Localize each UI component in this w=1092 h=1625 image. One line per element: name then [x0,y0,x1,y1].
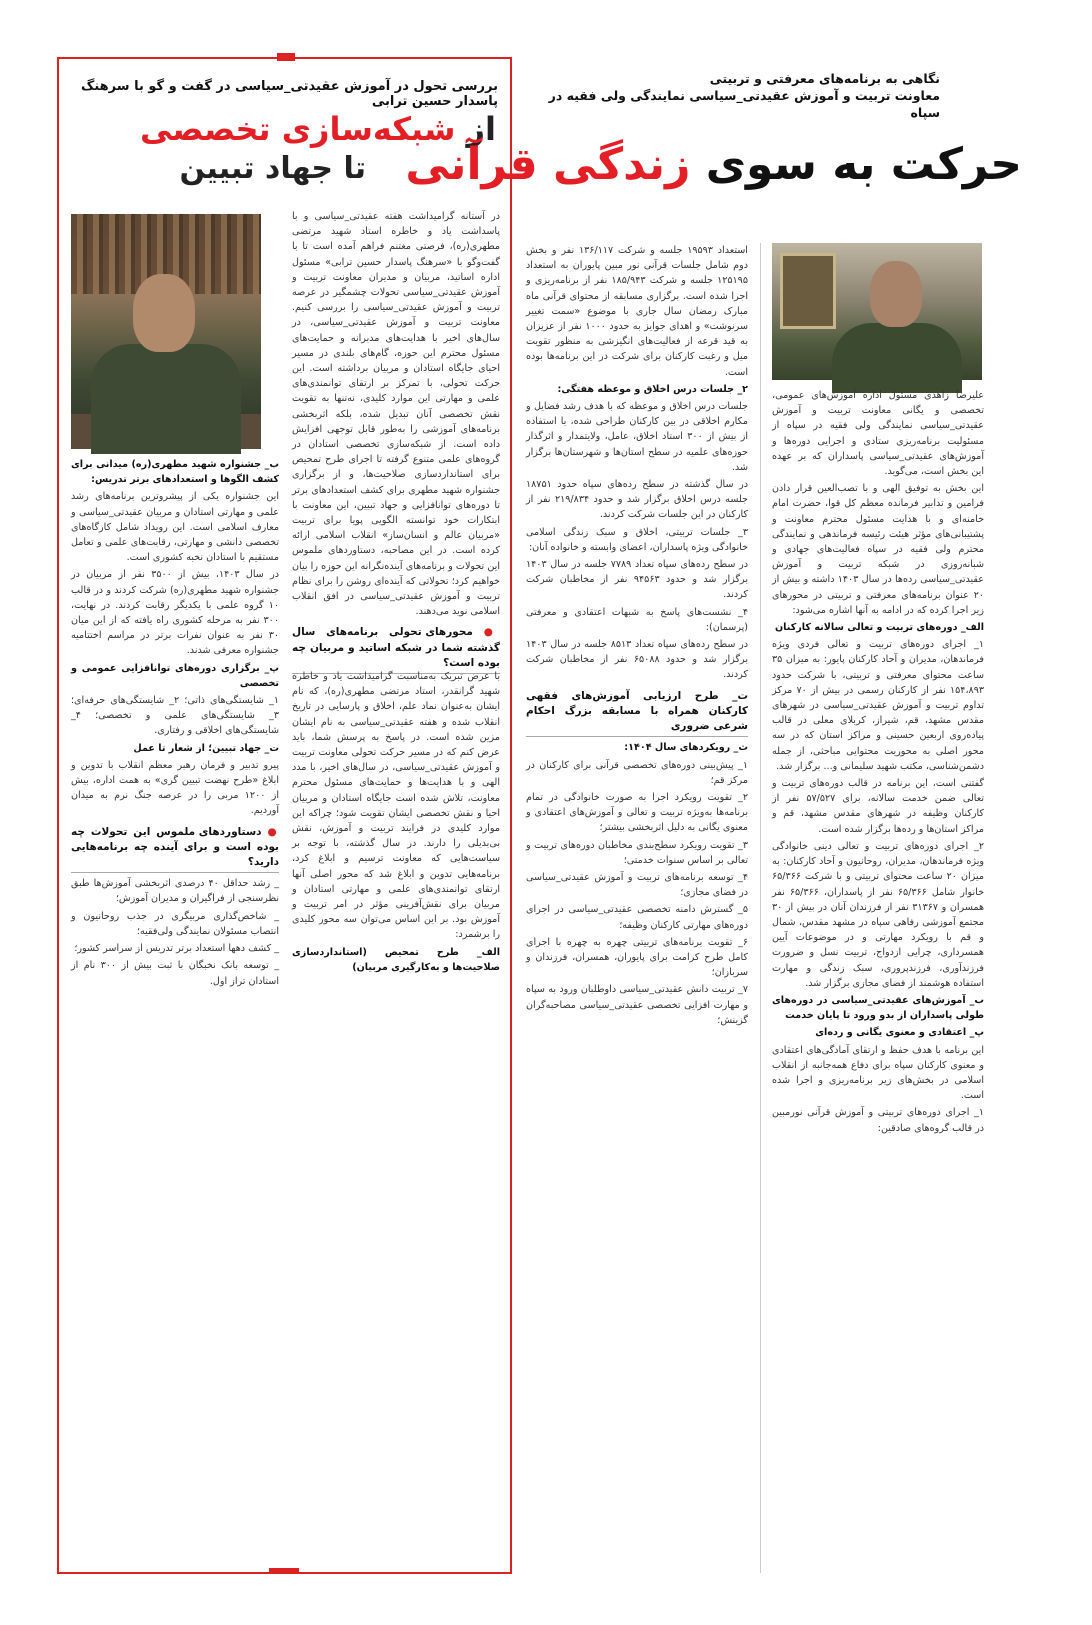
approach-6: ۶_ تقویت برنامه‌های تربیتی چهره به چهره با اجرای کامل طرح کرامت برای پایوران، همسران، فرزندان و سربازان؛ [526,936,748,979]
box-bottom-marker [269,1568,299,1574]
interview-article-box [57,57,512,1574]
answer-paragraph: با عرض تبریک به‌مناسبت گرامیداشت یاد و خاطره شهید گرانقدر، استاد مرتضی مطهری(ره)، که نام ایشان به‌عنوان نماد علم، اخلاق و پارسایی در تاریخ انقلاب شده و هفته عقیدتی_سیاسی به نام ایشان مزین شده است. در پاسخ به پرسش شما، باید عرض کنم که در مسیر حرکت تحولی معاونت تربیت و آموزش عقیدتی_سیاسی، در سال‌های اخیر، با مدد الهی و با هدایت‌ها و حمایت‌های مسئول محترم معاونت، تلاش شده است جایگاه استادان و مربیان احیا و نقش تخصصی ایشان تقویت شود؛ چراکه این موارد کلیدی در فرایند تربیت و آموزش، نقش بی‌بدیلی را دارند. در سال گذشته، با توجه بر سیاست‌هایی که معاونت ترسیم و ابلاغ کرد، برنامه‌هایی تدوین و ابلاغ شد که محور اصلی آنها ارتقای توانمندی‌های علمی و مهارتی استادان و مربیان برای نقش‌آفرینی مؤثر در امر تربیت و آموزش بود. بر این اساس می‌توان سه محور کلیدی را برشمرد: [292,671,500,941]
headline-prefix: از [455,110,496,148]
section-t-text: پیرو تدبیر و فرمان رهبر معظم انقلاب با تدوین و ابلاغ «طرح نهضت تبیین گری» به همت اداره، بیش از ۱۲۰۰ مربی را در عرصه جنگ نرم به میدان آوردیم. [71,759,279,817]
approaches-1404-title: ث_ رویکردهای سال ۱۴۰۴: [624,742,748,754]
interview-question-2: ● دستاوردهای ملموس این تحولات چه بوده است و برای آینده چه برنامه‌هایی دارید؟ [71,825,279,874]
approach-2: ۲_ تقویت رویکرد اجرا به صورت خانوادگی در تمام برنامه‌ها به‌ویژه تربیت و تعالی و آموزش‌های اعتقادی و معنوی یگانی به دلیل اثربخشی بیشتر؛ [526,791,748,834]
section-pe-text: این برنامه با هدف حفظ و ارتقای آمادگی‌های اعتقادی و معنوی کارکنان سپاه برای دفاع همه‌جانبه از انقلاب اسلامی در بخش‌های زیر برنامه‌ریزی و اجرا شده است. [772,1044,984,1102]
approach-3: ۳_ تقویت رویکرد سطح‌بندی مخاطبان دوره‌های تربیت و تعالی بر اساس سنوات خدمتی؛ [526,839,748,866]
headline-line2: تا جهاد تبیین [179,151,366,186]
section-t-title: ت_ جهاد تبیین؛ از شعار تا عمل [133,742,279,754]
column-divider [760,243,761,1573]
achievement-3: _ کشف دهها استعداد برتر تدریس از سراسر کشور؛ [74,943,279,955]
approach-7: ۷_ تربیت دانش عقیدتی_سیاسی داوطلبان ورود به سپاه و مهارت افزایی تخصصی عقیدتی_سیاسی مصاحبه‌گران گزینش؛ [526,984,748,1026]
section-alef-item-1: ۱_ اجرای دوره‌های تربیت و تعالی فردی ویژه فرماندهان، مدیران و آحاد کارکنان پایور: به میزان ۳۵ ساعت محتوای معرفتی و تربیتی، با شرکت حدود ۱۵۴،۸۹۳ نفر از کارکنان رسمی در بیش از ۷۰ مرکز تداوم تربیت و آموزش عقیدتی_سیاسی در شهرهای مقدس مشهد، قم، شیراز، کربلای معلی در قالب پیاده‌روی اربعین حسینی و مراکز استان که در سه محور اصلی به محوریت محتوایی مباحثی، از جمله دشمن‌شناسی، مکتب شهید سلیمانی و... برگزار شد. [772,639,985,772]
achievement-1: _ رشد حداقل ۴۰ درصدی اثربخشی آموزش‌ها طبق نظرسنجی از فراگیران و مدیران آموزش؛ [71,878,279,905]
official-photo [772,243,982,380]
porseman-stats: در سطح رده‌های سپاه تعداد ۸۵۱۳ جلسه در سال ۱۴۰۳ برگزار شد و حدود ۶۵۰۸۸ نفر از مخاطبان شرکت کردند. [526,639,748,681]
section-alef-item-2: ۲_ اجرای دوره‌های تربیت و تعالی دینی خانوادگی ویژه فرماندهان، مدیران، روحانیون و آحاد کارکنان: به میزان ۲۰ ساعت محتوای تربیتی و با شرکت ۶۵/۳۶۶ خانوار شامل ۶۵/۳۶۶ نفر از پاسداران، ۶۵/۳۶۶ نفر همسران و ۳۱۳۶۷ نفر از فرزندان آنان در بیش از ۳۰ مجتمع آموزشی رفاهی سپاه در مشهد مقدس، شمال و قم با رویکرد مهارتی و در موضوعات آیین همسرداری، چرایی ازدواج، تربیت نسل و ضرورت فرزندآوری، فرزندپروری، سبک زندگی و مهارت استفاده هوشمند از فضای مجازی برگزار شد. [772,840,985,989]
report-headline-prefix: حرکت به سوی [690,139,1022,190]
section-pe-item-1: ۱_ اجرای دوره‌های تربیتی و آموزش قرآنی نورمبین در قالب گروه‌های صادقین: [772,1107,984,1134]
interviewee-photo [71,214,261,449]
section-alef-note: گفتنی است، این برنامه در قالب دوره‌های تربیت و تعالی ضمن خدمت سالانه، برای ۵۷/۵۲۷ نفر از کارکنان وظیفه در شهرهای مقدس مشهد، قم و مراکز استان‌ها و رده‌ها برگزار شده است. [772,778,984,835]
approach-1: ۱_ پیش‌بینی دوره‌های تخصصی قرآنی برای کارکنان در مرکز قم؛ [526,759,748,786]
report-para-1: این بخش به توفیق الهی و با تصب‌العین قرار دادن فرامین و تدابیر فرمانده معظم کل قوا، حضرت امام خامنه‌ای و با هدایت مسئول محترم معاونت و پشتیبانی‌های مؤثر هیئت رئیسه فرماندهی و نمایندگی محترم ولی فقیه در سپاه فعالیت‌های جهادی و شبانه‌روزی در شبکه تربیت و آموزش عقیدتی_سیاسی رده‌ها در سال ۱۴۰۳ داشته و بیش از ۲۰ عنوان برنامه‌های معرفتی و تربیتی در محورهای زیر اجرا کرده که در ادامه به آنها اشاره می‌شود: [772,483,984,616]
report-kicker [540,70,940,121]
report-col-left [526,243,748,1573]
section-b-text: این جشنواره یکی از پیشروترین برنامه‌های رشد علمی و مهارتی استادان و مربیان عقیدتی_سیاسی و معارف اسلامی است. این رویداد شامل کارگاه‌های تخصصی دانشی و مهارتی، رقابت‌های علمی و تعامل مستقیم با استادان نخبه کشوری است. [71,491,279,564]
approach-4: ۴_ توسعه برنامه‌های تربیت و آموزش عقیدتی_سیاسی در فضای مجازی؛ [526,871,748,899]
section-p-text: ۱_ شایستگی‌های ذاتی؛ ۲_ شایستگی‌های حرفه‌ای؛ ۳_ شایستگی‌های علمی و تخصصی؛ ۴_ شایستگی‌های اخلاقی و رفتاری. [71,695,279,737]
ethics-stats: در سال گذشته در سطح رده‌های سپاه حدود ۱۸۷۵۱ جلسه درس اخلاق برگزار شد و حدود ۲۱۹/۸۳۴ نفر از کارکنان در این جلسات شرکت کردند. [526,479,748,521]
section-p-title: پ_ برگزاری دوره‌های توانافزایی عمومی و تخصصی [71,662,279,689]
report-headline [405,135,1022,195]
answer-subheading: الف_ طرح تمحیص (استانداردسازی صلاحیت‌ها و به‌کارگیری مربیان) [292,946,500,973]
report-col-right [772,388,984,1573]
report-headline-highlight: زندگی قرآنی [405,139,691,190]
family-stats: در سطح رده‌های سپاه تعداد ۷۷۸۹ جلسه در سال ۱۴۰۳ برگزار شد و حدود ۹۴۵۶۳ نفر از مخاطبان شرکت کردند. [526,559,748,601]
kicker-line-1: نگاهی به برنامه‌های معرفتی و تربیتی [709,71,940,86]
achievement-2: _ شاخص‌گذاری مربیگری در جذب روحانیون و انتصاب مسئولان نمایندگی ولی‌فقیه؛ [71,910,279,937]
report-intro: علیرضا زاهدی مسئول اداره آموزش‌های عمومی، تخصصی و یگانی معاونت تربیت و آموزش عقیدتی_سیاسی نمایندگی ولی فقیه در سپاه از مسئولیت برنامه‌ریزی ستادی و اجرایی دوره‌ها و آموزش‌های عقیدتی_سیاسی پاسداران که بر عهده این بخش است، می‌گوید. [772,390,984,478]
porseman-title: ۴_ نشست‌های پاسخ به شبهات اعتقادی و معرفتی (پرسمان): [526,606,748,633]
section-alef-title: الف_ دوره‌های تربیت و تعالی سالانه کارکنان [774,622,984,634]
interview-col-right-lower [292,669,500,1564]
interview-col-left [71,457,279,1562]
report-mid-para-1: استعداد ۱۹۵۹۳ جلسه و شرکت ۱۳۶/۱۱۷ نفر و بخش دوم شامل جلسات قرآنی نور مبین پایوران به استعداد ۱۲۵۱۹۵ جلسه و شرکت ۱۸۵/۹۴۳ نفر از برنامه‌ریزی و اجرا شده است. برگزاری مسابقه از محتوای قرآنی ماه مبارک رمضان سال جاری با موضوع «سمت تغییر سرنوشت» و اهدای جوایز به حدود ۱۰۰۰ نفر از عزیزان به قید قرعه از فعالیت‌های انگیزشی به منظور تقویت میل و رغبت کارکنان برای شرکت در این برنامه‌ها بوده است. [526,245,748,378]
section-be-title: ب_ آموزش‌های عقیدتی_سیاسی در دوره‌های طولی پاسداران از بدو ورود تا پایان خدمت [772,994,984,1022]
section-pe-title: پ_ اعتقادی و معنوی یگانی و رده‌ای [815,1027,984,1039]
section-b-title: ب_ جشنواره شهید مطهری(ره) میدانی برای کشف الگوها و استعدادهای برتر تدریس: [71,459,279,486]
interview-kicker: بررسی تحول در آموزش عقیدتی_سیاسی در گفت و گو با سرهنگ پاسدار حسین ترابی [81,79,498,109]
headline-highlight: شبکه‌سازی تخصصی [140,110,456,148]
interview-col-right [292,209,500,669]
interview-question-1: ● محورهای تحولی برنامه‌های سال گذشته شما در شبکه اساتید و مربیان چه بوده است؟ [292,625,500,674]
interview-intro: در آستانه گرامیداشت هفته عقیدتی_سیاسی و با پاسداشت یاد و خاطره استاد شهید مرتضی مطهری(ره)، فرصتی مغتنم فراهم آمده است تا با گفت‌وگو با «سرهنگ پاسدار حسین ترابی» مسئول اداره اساتید، مربیان و مدیران معاونت تربیت و آموزش عقیدتی_سیاسی تحولات چشمگیر در عرصه تربیت و آموزش عقیدتی_سیاسی را بررسی کنیم. معاونت تربیت و آموزش عقیدتی_سیاسی، در سال‌های اخیر با هدایت‌های مدبرانه و حمایت‌های مسئول محترم این حوزه، گام‌های بلندی در مسیر احیای جایگاه استادان و مربیان برداشته است. این حرکت تحولی، با تمرکز بر ارتقای توانمندی‌های علمی و مهارتی این موارد کلیدی، نه‌تنها به تقویت نقش تخصصی آنان تبدیل شده، بلکه اثربخشی برنامه‌های آموزشی را به‌طور قابل توجهی افزایش داده است. از شبکه‌سازی تخصصی استادان در گروه‌های علمی متنوع گرفته تا اجرای طرح تمحیص برای استانداردسازی صلاحیت‌ها، و از برگزاری جشنواره شهید مطهری برای کشف استعدادهای برتر تا دوره‌های توانافزایی و جهاد تبیین، این معاونت با ابتکارات خود توانسته الگویی پویا برای تربیت «مربیان عالم و انسان‌ساز» انقلاب اسلامی ارائه کرده است. در این مصاحبه، دستاوردهای ملموس این تحولات و برنامه‌های آینده‌نگرانه این حوزه را بیان خواهیم کرد؛ تحولاتی که آینده‌ای روشن را برای نظام تربیت و آموزش عقیدتی_سیاسی در افق انقلاب اسلامی نوید می‌دهند. [292,211,500,618]
box-top-marker [277,53,295,61]
section-b-stats: در سال ۱۴۰۳، بیش از ۳۵۰۰ نفر از مربیان در جشنواره شهید مطهری(ره) شرکت کردند و در قالب ۱۰ گروه علمی با یکدیگر رقابت کردند. در نهایت، ۳۰۰ نفر به مرحله کشوری راه یافته که از این میان ۳۰ نفر به عنوان نفرات برتر در مراسم اختتامیه جشنواره معرفی شدند. [71,569,280,657]
approach-5: ۵_ گسترش دامنه تخصصی عقیدتی_سیاسی در اجرای دوره‌های مهارتی کارکنان وظیفه؛ [526,904,748,931]
fiqh-evaluation-title: ت_ طرح ارزیابی آموزش‌های فقهی کارکنان همراه با مسابقه بزرگ احکام شرعی ضروری [526,689,748,738]
ethics-title: ۲_ جلسات درس اخلاق و موعظه هفتگی: [557,383,748,395]
achievement-4: _ توسعه بانک نخبگان با ثبت بیش از ۳۰۰ نام از استادان تراز اول. [71,960,279,987]
ethics-text: جلسات درس اخلاق و موعظه که با هدف رشد فضایل و مکارم اخلاقی در بین کارکنان طراحی شده، با استفاده از بیش از ۳۰۰ استاد اخلاق، عامل، ولایتمدار و اثرگذار حوزه‌های علمیه در سطح استان‌ها و شهرستان‌ها برگزار شد. [526,401,748,473]
family-sessions: ۳_ جلسات تربیتی، اخلاق و سبک زندگی اسلامی خانوادگی ویژه پاسداران، اعضای وابسته و خانواده آنان: [526,526,748,553]
kicker-line-2: معاونت تربیت و آموزش عقیدتی_سیاسی نمایندگی ولی فقیه در سپاه [548,88,940,120]
